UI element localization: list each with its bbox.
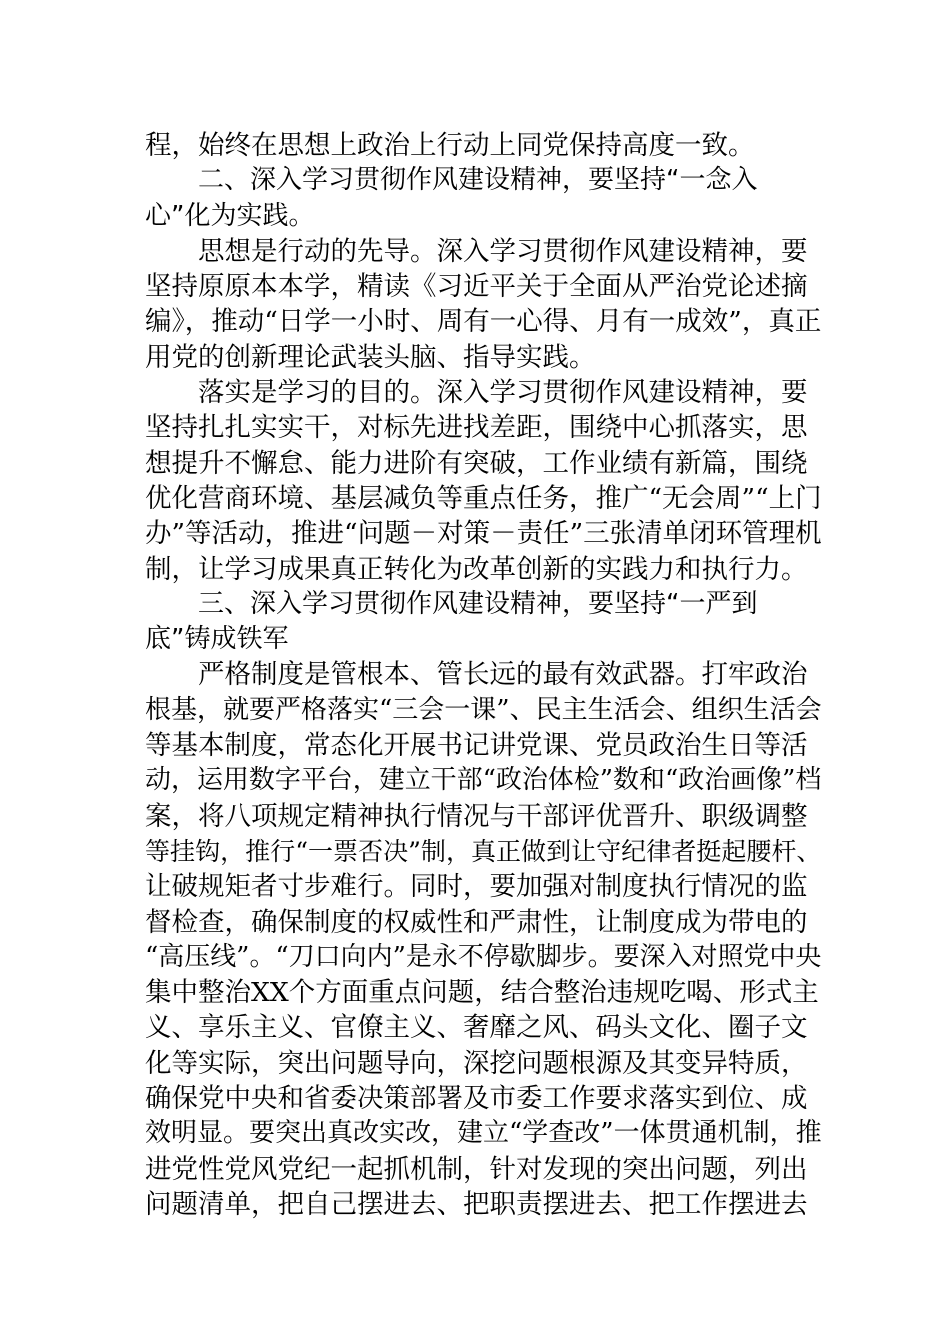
heading-line: 二、深入学习贯彻作风建设精神，要坚持“一念入 xyxy=(198,165,758,196)
heading-line: 心”化为实践。 xyxy=(145,200,315,231)
text-line: 案，将八项规定精神执行情况与干部评优晋升、职级调整 xyxy=(145,800,808,832)
text-line: 想提升不懈怠、能力进阶有突破，工作业绩有新篇，围绕 xyxy=(145,447,808,479)
text-line: 督检查，确保制度的权威性和严肃性，让制度成为带电的 xyxy=(145,906,808,938)
text-line: 问题清单，把自己摆进去、把职责摆进去、把工作摆进去 xyxy=(145,1188,808,1220)
text-line: 编》，推动“日学一小时、周有一心得、月有一成效”，真正 xyxy=(145,306,822,338)
text-line: 办”等活动，推进“问题－对策－责任”三张清单闭环管理机 xyxy=(145,518,822,550)
text-line: 集中整治XX个方面重点问题，结合整治违规吃喝、形式主 xyxy=(145,977,819,1009)
text-line: 等挂钩，推行“一票否决”制，真正做到让守纪律者挺起腰杆、 xyxy=(145,836,822,866)
text-line: 坚持扎扎实实干，对标先进找差距，围绕中心抓落实，思 xyxy=(145,412,808,444)
text-line: 确保党中央和省委决策部署及市委工作要求落实到位、成 xyxy=(145,1083,808,1115)
text-line: 化等实际，突出问题导向，深挖问题根源及其变异特质， xyxy=(145,1047,808,1079)
text-line: 义、享乐主义、官僚主义、奢靡之风、码头文化、圈子文 xyxy=(145,1012,808,1044)
text-line: 坚持原原本本学，精读《习近平关于全面从严治党论述摘 xyxy=(145,271,808,303)
text-line: 效明显。要突出真改实改，建立“学查改”一体贯通机制，推 xyxy=(145,1118,822,1149)
text-line: 动，运用数字平台，建立干部“政治体检”数和“政治画像”档 xyxy=(145,765,822,796)
heading-line: 三、深入学习贯彻作风建设精神，要坚持“一严到 xyxy=(198,588,758,619)
text-line: 落实是学习的目的。深入学习贯彻作风建设精神，要 xyxy=(198,377,808,409)
text-line: 程，始终在思想上政治上行动上同党保持高度一致。 xyxy=(145,130,755,161)
text-line: 用党的创新理论武装头脑、指导实践。 xyxy=(145,341,596,373)
text-line: 严格制度是管根本、管长远的最有效武器。打牢政治 xyxy=(198,659,808,691)
document-body xyxy=(145,128,825,1222)
text-line: 优化营商环境、基层减负等重点任务，推广“无会周”“上门 xyxy=(145,482,822,514)
text-line: 制，让学习成果真正转化为改革创新的实践力和执行力。 xyxy=(145,553,808,585)
text-line: 进党性党风党纪一起抓机制，针对发现的突出问题，列出 xyxy=(145,1153,808,1185)
text-line: 让破规矩者寸步难行。同时，要加强对制度执行情况的监 xyxy=(145,871,808,903)
text-line: 思想是行动的先导。深入学习贯彻作风建设精神，要 xyxy=(198,235,808,267)
heading-line: 底”铸成铁军 xyxy=(145,624,289,655)
text-line: “高压线”。“刀口向内”是永不停歇脚步。要深入对照党中央 xyxy=(145,941,822,972)
text-line: 等基本制度，常态化开展书记讲党课、党员政治生日等活 xyxy=(145,730,808,762)
text-line: 根基，就要严格落实“三会一课”、民主生活会、组织生活会 xyxy=(145,694,822,725)
